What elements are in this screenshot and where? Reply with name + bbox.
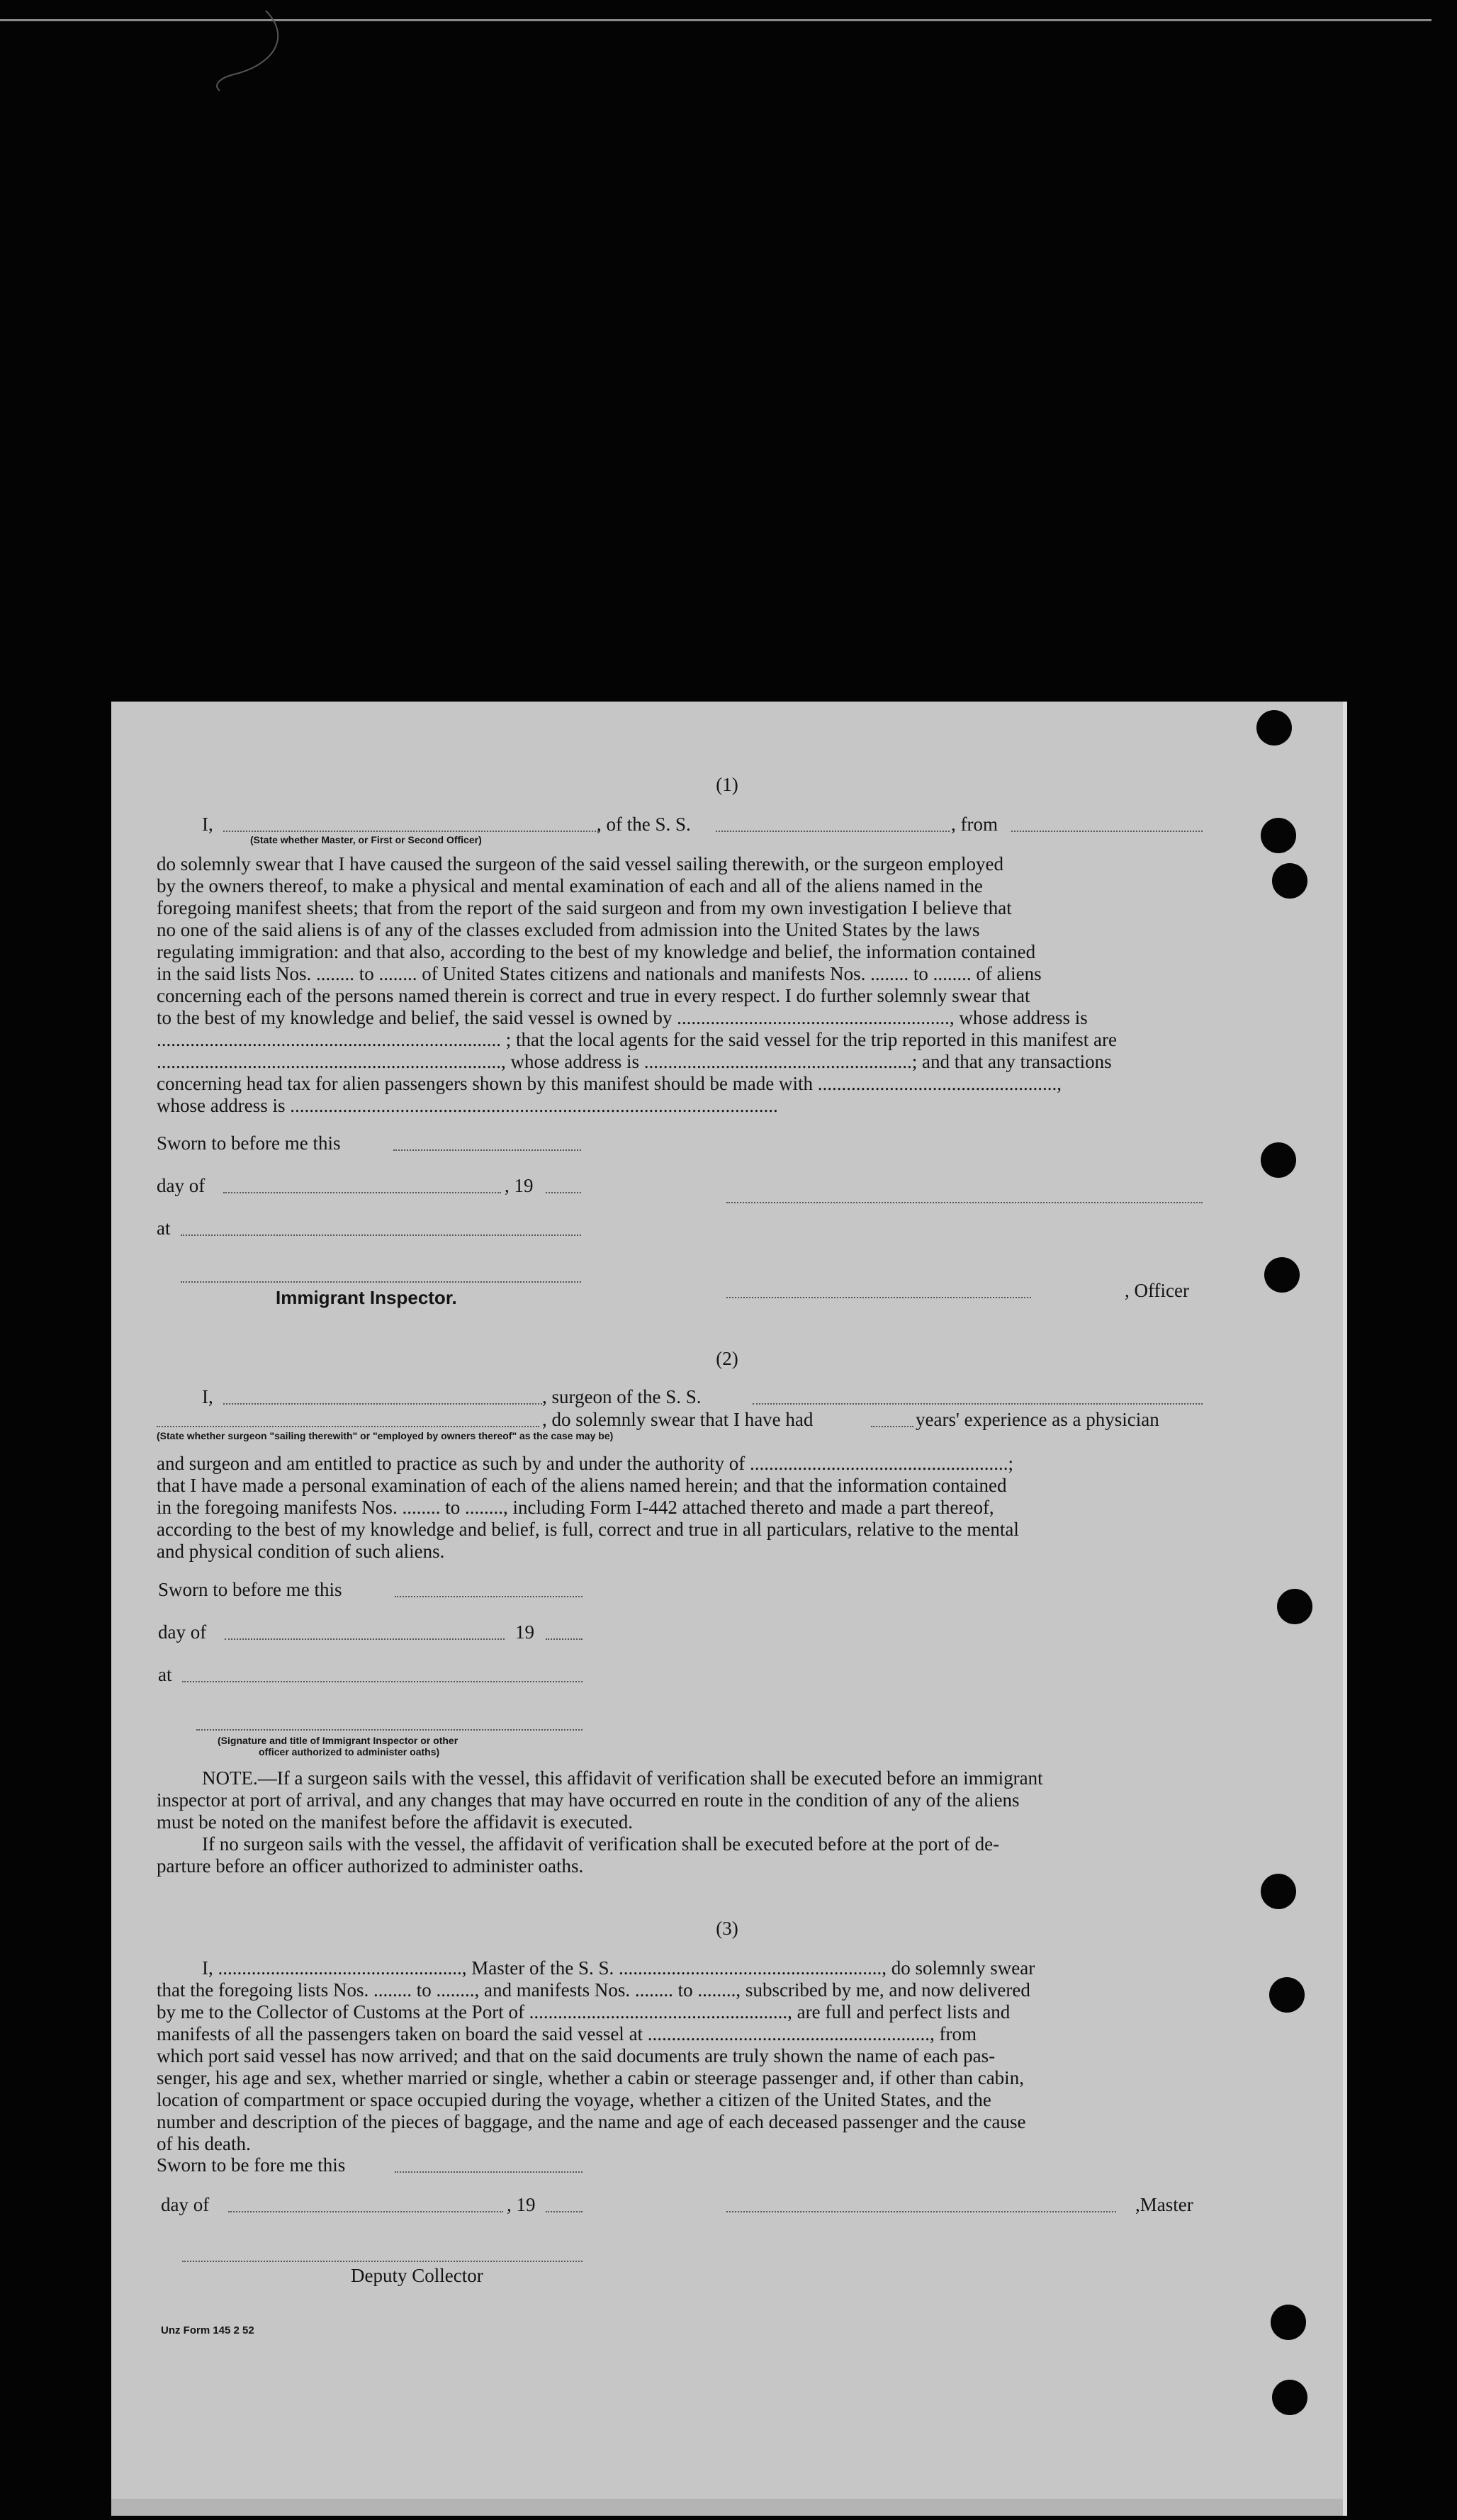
note-line: parture before an officer authorized to administer oaths. [157, 1855, 584, 1877]
officer-signature-field[interactable] [726, 1202, 1203, 1203]
punch-hole [1277, 1589, 1312, 1624]
s3-line: that the foregoing lists Nos. ........ to ........, and manifests Nos. ........ to ........, subscribed by me, and now delivered [157, 1979, 1030, 2001]
punch-hole [1269, 1977, 1305, 2013]
s1-sworn: Sworn to before me this [157, 1132, 341, 1154]
s1-line: foregoing manifest sheets; that from the report of the said surgeon and from my own investigation I believe that [157, 897, 1012, 918]
s1-line: concerning head tax for alien passengers shown by this manifest should be made with .................................................., [157, 1073, 1062, 1094]
s2-line: and physical condition of such aliens. [157, 1541, 445, 1562]
s2-at: at [158, 1664, 172, 1685]
s2-line: that I have made a personal examination of each of the aliens named herein; and that the information contained [157, 1475, 1007, 1496]
s1-day-of: day of [157, 1175, 206, 1196]
s2-sworn: Sworn to before me this [158, 1579, 342, 1600]
s2-lead: I, [202, 1386, 213, 1407]
affidavit-form-page [111, 702, 1347, 2516]
s1-of-ss: , of the S. S. [597, 814, 691, 835]
inspector-label: Immigrant Inspector. [276, 1287, 457, 1308]
s2-line: in the foregoing manifests Nos. ........ to ........, including Form I-442 attached thereto and made a part thereof, [157, 1497, 994, 1518]
officer-label: , Officer [1125, 1280, 1189, 1301]
vessel-name-field[interactable] [716, 831, 950, 832]
from-port-field[interactable] [1011, 831, 1203, 832]
s1-line: regulating immigration: and that also, according to the best of my knowledge and belief, the information contained [157, 941, 1036, 962]
s1-line: by the owners thereof, to make a physical and mental examination of each and all of the aliens named in the [157, 875, 983, 896]
officer-note: (State whether Master, or First or Second Officer) [250, 834, 482, 845]
s3-day-of: day of [161, 2194, 210, 2215]
paper-bottom-edge [111, 2499, 1343, 2516]
punch-hole [1261, 818, 1296, 853]
master-signature-field[interactable] [726, 2211, 1116, 2212]
s1-day-field[interactable] [223, 1192, 501, 1193]
signature-note-2: officer authorized to administer oaths) [259, 1746, 440, 1757]
punch-hole [1261, 1142, 1296, 1178]
punch-hole [1261, 1874, 1296, 1909]
years-field[interactable] [871, 1426, 913, 1427]
s1-nineteen: , 19 [505, 1175, 534, 1196]
s1-at: at [157, 1217, 171, 1239]
section-1-body [157, 853, 1204, 1117]
s3-line: of his death. [157, 2133, 251, 2154]
s1-from: , from [951, 814, 998, 835]
note-line: NOTE.—If a surgeon sails with the vessel, this affidavit of verification shall be executed before an immigrant [202, 1767, 1043, 1789]
s2-sworn-field[interactable] [395, 1596, 583, 1597]
s2-signature-field[interactable] [196, 1729, 583, 1731]
surgeon-note: (State whether surgeon "sailing therewith" or "employed by owners thereof" as the case may be) [157, 1430, 614, 1441]
s3-line: by me to the Collector of Customs at the Port of ......................................................, are full and perfect lists and [157, 2001, 1011, 2023]
s3-line: number and description of the pieces of baggage, and the name and age of each deceased passenger and the cause [157, 2111, 1026, 2132]
s1-lead: I, [202, 814, 213, 835]
s1-line: to the best of my knowledge and belief, the said vessel is owned by ........................................................., whose address is [157, 1007, 1088, 1028]
s2-line: and surgeon and am entitled to practice as such by and under the authority of ......................................................; [157, 1453, 1014, 1474]
s1-line: concerning each of the persons named therein is correct and true in every respect. I do further solemnly swear that [157, 985, 1030, 1006]
s2-surgeon-of: , surgeon of the S. S. [542, 1386, 702, 1407]
s2-vessel-field[interactable] [753, 1403, 1203, 1405]
officer-field[interactable] [726, 1297, 1031, 1298]
s1-sworn-field[interactable] [393, 1149, 581, 1151]
surgeon-type-field[interactable] [157, 1426, 539, 1427]
note-line: inspector at port of arrival, and any changes that may have occurred en route in the condition of any of the aliens [157, 1789, 1020, 1811]
section-3-body [157, 1957, 1204, 2155]
s2-day-field[interactable] [225, 1638, 505, 1640]
s2-at-field[interactable] [182, 1681, 583, 1682]
s1-line: in the said lists Nos. ........ to ........ of United States citizens and nationals and manifests Nos. ........ to ........ of aliens [157, 963, 1042, 984]
s3-nineteen: , 19 [507, 2194, 536, 2215]
punch-hole [1271, 2305, 1306, 2340]
s3-line: senger, his age and sex, whether married or single, whether a cabin or steerage passenger and, if other than cabin, [157, 2067, 1024, 2088]
s3-line: which port said vessel has now arrived; and that on the said documents are truly shown the name of each pas- [157, 2045, 996, 2066]
master-label: ,Master [1135, 2194, 1193, 2215]
s3-line: location of compartment or space occupied during the voyage, whether a citizen of the United States, and the [157, 2089, 991, 2110]
punch-hole [1264, 1257, 1300, 1293]
form-number: Unz Form 145 2 52 [161, 2324, 254, 2336]
s3-line: manifests of all the passengers taken on board the said vessel at ..........................................................., from [157, 2023, 977, 2044]
s1-line: do solemnly swear that I have caused the surgeon of the said vessel sailing therewith, or the surgeon employed [157, 853, 1003, 874]
signature-note-1: (Signature and title of Immigrant Inspector or other [218, 1735, 459, 1746]
section-3-number: (3) [716, 1918, 738, 1939]
s1-line: ........................................................................, whose address is ........................................................; and that any transactions [157, 1051, 1112, 1072]
s3-day-field[interactable] [228, 2211, 503, 2212]
section-2-body [157, 1453, 1204, 1563]
s3-sworn: Sworn to be fore me this [157, 2154, 346, 2176]
surgeon-name-field[interactable] [223, 1403, 542, 1405]
inspector-signature-field[interactable] [181, 1281, 581, 1283]
s2-years: years' experience as a physician [916, 1409, 1159, 1430]
s1-at-field[interactable] [181, 1234, 581, 1236]
s3-sworn-field[interactable] [395, 2171, 583, 2173]
deputy-signature-field[interactable] [182, 2261, 583, 2262]
s1-year-field[interactable] [546, 1192, 581, 1193]
s1-line: no one of the said aliens is of any of the classes excluded from admission into the United States by the laws [157, 919, 980, 940]
s3-year-field[interactable] [546, 2211, 583, 2212]
punch-hole [1272, 2380, 1307, 2415]
note-line: must be noted on the manifest before the affidavit is executed. [157, 1811, 634, 1833]
note-line: If no surgeon sails with the vessel, the affidavit of verification shall be executed before at the port of de- [202, 1833, 1000, 1855]
s3-line: I, ..................................................., Master of the S. S. ......................................................., do solemnly swear [202, 1957, 1035, 1979]
s2-day-of: day of [158, 1621, 207, 1643]
master-name-field[interactable] [223, 831, 599, 832]
s2-nineteen: 19 [515, 1621, 534, 1643]
s2-line: according to the best of my knowledge and belief, is full, correct and true in all particulars, relative to the mental [157, 1519, 1019, 1540]
section-1-number: (1) [716, 774, 738, 795]
s2-year-field[interactable] [546, 1638, 583, 1640]
s1-line: ........................................................................ ; that the local agents for the said vessel for the trip reported in this manifest are [157, 1029, 1117, 1050]
s2-solemnly: , do solemnly swear that I have had [542, 1409, 814, 1430]
scan-artifact [177, 7, 291, 92]
section-2-number: (2) [716, 1348, 738, 1369]
punch-hole [1272, 863, 1307, 899]
punch-hole [1256, 710, 1292, 746]
deputy-label: Deputy Collector [351, 2265, 483, 2286]
s1-line: whose address is ...................................................................................................... [157, 1095, 778, 1116]
note-block [157, 1767, 1204, 1877]
